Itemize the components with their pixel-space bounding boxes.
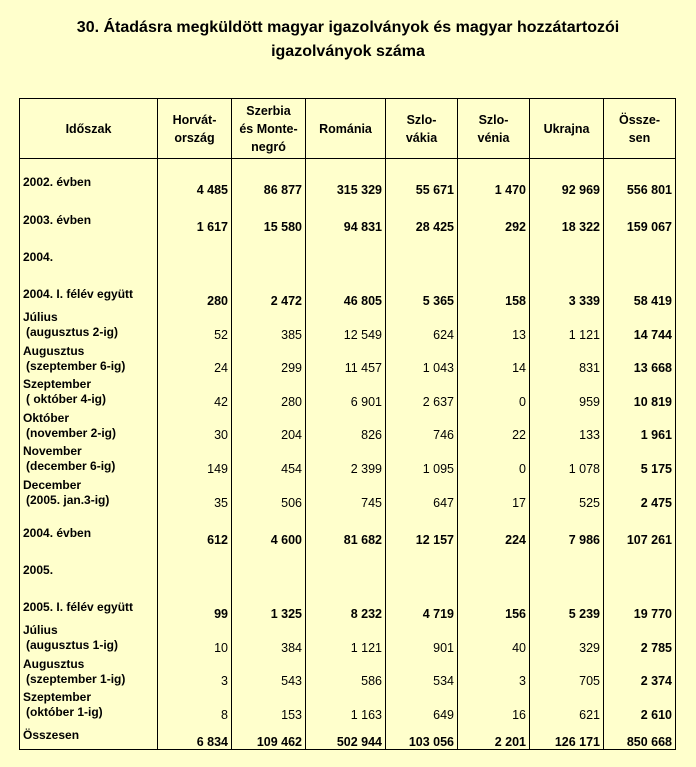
value-cell-sk: 28 425 bbox=[386, 207, 458, 234]
value-cell-hr: 30 bbox=[158, 409, 232, 443]
value-cell-ro: 46 805 bbox=[306, 281, 386, 308]
value-cell-ua: 1 078 bbox=[530, 442, 604, 476]
value-cell-ua: 525 bbox=[530, 476, 604, 510]
spacer-cell bbox=[386, 271, 458, 281]
row-label-line: (szeptember 1-ig) bbox=[26, 671, 126, 686]
spacer-cell bbox=[458, 234, 530, 244]
value-cell-si: 22 bbox=[458, 409, 530, 443]
value-cell-rs: 4 600 bbox=[232, 520, 306, 547]
value-cell-si: 13 bbox=[458, 308, 530, 342]
spacer-cell bbox=[306, 234, 386, 244]
table-title-line-2: igazolványok száma bbox=[271, 43, 425, 60]
value-cell-hr bbox=[158, 557, 232, 583]
spacer-cell bbox=[232, 510, 306, 520]
column-header-line: Horvát- bbox=[172, 112, 217, 127]
value-cell-sum: 2 785 bbox=[604, 621, 676, 655]
value-cell-sk: 103 056 bbox=[386, 722, 458, 750]
value-cell-rs: 204 bbox=[232, 409, 306, 443]
spacer-cell bbox=[458, 271, 530, 281]
value-cell-sk: 12 157 bbox=[386, 520, 458, 547]
table-row bbox=[20, 594, 676, 621]
value-cell-hr: 99 bbox=[158, 594, 232, 621]
spacer-row bbox=[20, 271, 676, 281]
spacer-row bbox=[20, 547, 676, 557]
value-cell-si: 1 470 bbox=[458, 169, 530, 196]
value-cell-hr: 35 bbox=[158, 476, 232, 510]
value-cell-si: 40 bbox=[458, 621, 530, 655]
row-label-line: (2005. jan.3-ig) bbox=[26, 492, 110, 507]
spacer-cell bbox=[458, 510, 530, 520]
value-cell-sk: 624 bbox=[386, 308, 458, 342]
value-cell-hr: 24 bbox=[158, 342, 232, 376]
column-header-line: Ukrajna bbox=[543, 121, 590, 136]
spacer-cell bbox=[604, 547, 676, 557]
row-label-line: 2002. évben bbox=[23, 175, 92, 190]
spacer-cell bbox=[158, 584, 232, 594]
spacer-cell bbox=[306, 197, 386, 207]
spacer-cell bbox=[20, 547, 158, 557]
spacer-cell bbox=[530, 159, 604, 170]
row-label-line: Szeptember bbox=[23, 690, 92, 705]
section-row bbox=[20, 557, 676, 583]
value-cell-rs: 454 bbox=[232, 442, 306, 476]
row-label-line: Július bbox=[23, 623, 58, 638]
row-label-line: Október bbox=[23, 410, 70, 425]
value-cell-sk: 901 bbox=[386, 621, 458, 655]
spacer-cell bbox=[458, 197, 530, 207]
value-cell-sum: 10 819 bbox=[604, 375, 676, 409]
row-label bbox=[20, 722, 158, 750]
value-cell-sum: 2 475 bbox=[604, 476, 676, 510]
value-cell-rs bbox=[232, 557, 306, 583]
column-header-rs bbox=[232, 99, 306, 159]
value-cell-sum: 2 610 bbox=[604, 688, 676, 722]
spacer-cell bbox=[530, 510, 604, 520]
table-row bbox=[20, 722, 676, 750]
spacer-cell bbox=[158, 234, 232, 244]
value-cell-ro: 12 549 bbox=[306, 308, 386, 342]
spacer-cell bbox=[158, 510, 232, 520]
row-label bbox=[20, 594, 158, 621]
header-row bbox=[20, 99, 676, 159]
table-title bbox=[0, 16, 696, 64]
column-header-line: vénia bbox=[477, 130, 510, 145]
spacer-row bbox=[20, 234, 676, 244]
value-cell-si: 224 bbox=[458, 520, 530, 547]
column-header-line: Össze- bbox=[619, 112, 660, 127]
value-cell-sum: 19 770 bbox=[604, 594, 676, 621]
spacer-cell bbox=[386, 159, 458, 170]
row-label-line: Augusztus bbox=[23, 656, 85, 671]
table-row bbox=[20, 520, 676, 547]
row-label bbox=[20, 169, 158, 196]
value-cell-sk: 55 671 bbox=[386, 169, 458, 196]
column-header-line: ország bbox=[174, 130, 215, 145]
column-header-sum bbox=[604, 99, 676, 159]
spacer-cell bbox=[530, 271, 604, 281]
value-cell-ua: 959 bbox=[530, 375, 604, 409]
section-row bbox=[20, 244, 676, 270]
spacer-cell bbox=[158, 197, 232, 207]
value-cell-ua: 126 171 bbox=[530, 722, 604, 750]
data-table bbox=[19, 98, 676, 750]
value-cell-sk: 534 bbox=[386, 655, 458, 689]
value-cell-hr: 3 bbox=[158, 655, 232, 689]
spacer-cell bbox=[306, 510, 386, 520]
value-cell-ro: 2 399 bbox=[306, 442, 386, 476]
value-cell-si: 0 bbox=[458, 375, 530, 409]
value-cell-hr: 280 bbox=[158, 281, 232, 308]
spacer-cell bbox=[232, 584, 306, 594]
value-cell-ro: 11 457 bbox=[306, 342, 386, 376]
spacer-cell bbox=[232, 234, 306, 244]
table-row bbox=[20, 409, 676, 443]
row-label-line: 2003. évben bbox=[23, 212, 92, 227]
column-header-line: vákia bbox=[405, 130, 438, 145]
value-cell-ua: 705 bbox=[530, 655, 604, 689]
value-cell-rs: 86 877 bbox=[232, 169, 306, 196]
table-row bbox=[20, 442, 676, 476]
value-cell-hr: 10 bbox=[158, 621, 232, 655]
value-cell-rs: 385 bbox=[232, 308, 306, 342]
spacer-cell bbox=[232, 197, 306, 207]
spacer-row bbox=[20, 197, 676, 207]
value-cell-ro: 1 121 bbox=[306, 621, 386, 655]
column-header-ro bbox=[306, 99, 386, 159]
row-label bbox=[20, 375, 158, 409]
column-header-line: Időszak bbox=[65, 121, 112, 136]
spacer-cell bbox=[530, 584, 604, 594]
value-cell-si bbox=[458, 557, 530, 583]
column-header-ua bbox=[530, 99, 604, 159]
row-label-line: (december 6-ig) bbox=[26, 459, 116, 474]
value-cell-rs bbox=[232, 244, 306, 270]
spacer-cell bbox=[158, 547, 232, 557]
value-cell-ua: 92 969 bbox=[530, 169, 604, 196]
value-cell-ua: 621 bbox=[530, 688, 604, 722]
spacer-cell bbox=[530, 197, 604, 207]
row-label-line: (november 2-ig) bbox=[26, 425, 117, 440]
value-cell-ro: 826 bbox=[306, 409, 386, 443]
spacer-cell bbox=[386, 197, 458, 207]
table-row bbox=[20, 655, 676, 689]
row-label-line: Szeptember bbox=[23, 377, 92, 392]
value-cell-si bbox=[458, 244, 530, 270]
table-row bbox=[20, 476, 676, 510]
spacer-cell bbox=[20, 510, 158, 520]
value-cell-sum: 2 374 bbox=[604, 655, 676, 689]
row-label-line: (szeptember 6-ig) bbox=[26, 358, 126, 373]
spacer-cell bbox=[306, 584, 386, 594]
spacer-row bbox=[20, 159, 676, 170]
spacer-cell bbox=[232, 547, 306, 557]
table-body bbox=[20, 159, 676, 750]
value-cell-sum: 5 175 bbox=[604, 442, 676, 476]
value-cell-sk: 649 bbox=[386, 688, 458, 722]
row-label-line: Összesen bbox=[23, 727, 80, 742]
spacer-cell bbox=[158, 271, 232, 281]
row-label-line: 2004. bbox=[23, 250, 54, 265]
value-cell-sum: 556 801 bbox=[604, 169, 676, 196]
spacer-cell bbox=[386, 584, 458, 594]
row-label-line: 2004. évben bbox=[23, 525, 92, 540]
column-header-line: Szerbia bbox=[246, 103, 291, 118]
value-cell-ua: 831 bbox=[530, 342, 604, 376]
value-cell-rs: 299 bbox=[232, 342, 306, 376]
value-cell-si: 292 bbox=[458, 207, 530, 234]
value-cell-sum: 13 668 bbox=[604, 342, 676, 376]
spacer-cell bbox=[306, 271, 386, 281]
spacer-cell bbox=[604, 584, 676, 594]
spacer-cell bbox=[604, 510, 676, 520]
row-label-line: (augusztus 2-ig) bbox=[26, 325, 118, 340]
column-header-line: negró bbox=[251, 139, 286, 154]
value-cell-sum: 107 261 bbox=[604, 520, 676, 547]
column-header-line: Szlo- bbox=[406, 112, 437, 127]
spacer-cell bbox=[20, 584, 158, 594]
value-cell-ro: 745 bbox=[306, 476, 386, 510]
spacer-row bbox=[20, 510, 676, 520]
row-label-line: Július bbox=[23, 310, 58, 325]
row-label bbox=[20, 520, 158, 547]
value-cell-si: 14 bbox=[458, 342, 530, 376]
spacer-cell bbox=[530, 547, 604, 557]
value-cell-sk bbox=[386, 557, 458, 583]
spacer-cell bbox=[386, 234, 458, 244]
column-header-si bbox=[458, 99, 530, 159]
value-cell-si: 0 bbox=[458, 442, 530, 476]
column-header-hr bbox=[158, 99, 232, 159]
value-cell-rs: 2 472 bbox=[232, 281, 306, 308]
row-label-line: December bbox=[23, 477, 82, 492]
spacer-cell bbox=[232, 159, 306, 170]
value-cell-hr bbox=[158, 244, 232, 270]
value-cell-rs: 15 580 bbox=[232, 207, 306, 234]
value-cell-ua: 329 bbox=[530, 621, 604, 655]
value-cell-si: 3 bbox=[458, 655, 530, 689]
value-cell-hr: 8 bbox=[158, 688, 232, 722]
row-label bbox=[20, 409, 158, 443]
value-cell-hr: 6 834 bbox=[158, 722, 232, 750]
row-label-line: ( október 4-ig) bbox=[26, 392, 106, 407]
value-cell-ua: 5 239 bbox=[530, 594, 604, 621]
column-header-line: Szlo- bbox=[478, 112, 509, 127]
column-header-period bbox=[20, 99, 158, 159]
value-cell-hr: 52 bbox=[158, 308, 232, 342]
value-cell-ro: 586 bbox=[306, 655, 386, 689]
value-cell-sk: 2 637 bbox=[386, 375, 458, 409]
row-label bbox=[20, 557, 158, 583]
value-cell-ro: 315 329 bbox=[306, 169, 386, 196]
value-cell-ro: 502 944 bbox=[306, 722, 386, 750]
spacer-cell bbox=[604, 271, 676, 281]
value-cell-rs: 280 bbox=[232, 375, 306, 409]
value-cell-sum: 159 067 bbox=[604, 207, 676, 234]
row-label bbox=[20, 342, 158, 376]
value-cell-sum: 850 668 bbox=[604, 722, 676, 750]
column-header-line: sen bbox=[628, 130, 651, 145]
value-cell-rs: 1 325 bbox=[232, 594, 306, 621]
value-cell-si: 156 bbox=[458, 594, 530, 621]
row-label-line: November bbox=[23, 444, 82, 459]
spacer-cell bbox=[604, 234, 676, 244]
value-cell-ro: 81 682 bbox=[306, 520, 386, 547]
value-cell-sum: 14 744 bbox=[604, 308, 676, 342]
value-cell-rs: 153 bbox=[232, 688, 306, 722]
value-cell-ua: 18 322 bbox=[530, 207, 604, 234]
column-header-line: Románia bbox=[319, 121, 372, 136]
value-cell-ro: 94 831 bbox=[306, 207, 386, 234]
table-row bbox=[20, 688, 676, 722]
value-cell-sum bbox=[604, 557, 676, 583]
table-row bbox=[20, 207, 676, 234]
value-cell-hr: 1 617 bbox=[158, 207, 232, 234]
spacer-cell bbox=[458, 584, 530, 594]
value-cell-ua bbox=[530, 557, 604, 583]
value-cell-sk: 647 bbox=[386, 476, 458, 510]
spacer-cell bbox=[20, 271, 158, 281]
spacer-cell bbox=[20, 197, 158, 207]
table-row bbox=[20, 621, 676, 655]
value-cell-rs: 543 bbox=[232, 655, 306, 689]
value-cell-si: 16 bbox=[458, 688, 530, 722]
value-cell-sum bbox=[604, 244, 676, 270]
value-cell-rs: 109 462 bbox=[232, 722, 306, 750]
value-cell-ua: 7 986 bbox=[530, 520, 604, 547]
value-cell-hr: 4 485 bbox=[158, 169, 232, 196]
table-row bbox=[20, 308, 676, 342]
row-label bbox=[20, 244, 158, 270]
value-cell-si: 2 201 bbox=[458, 722, 530, 750]
row-label bbox=[20, 476, 158, 510]
row-label-line: (augusztus 1-ig) bbox=[26, 638, 118, 653]
spacer-cell bbox=[306, 547, 386, 557]
table-title-line-1: 30. Átadásra megküldött magyar igazolványok és magyar hozzátartozói bbox=[76, 19, 620, 36]
value-cell-hr: 42 bbox=[158, 375, 232, 409]
spacer-cell bbox=[458, 547, 530, 557]
spacer-cell bbox=[386, 547, 458, 557]
value-cell-sum: 1 961 bbox=[604, 409, 676, 443]
spacer-cell bbox=[604, 197, 676, 207]
row-label-line: 2004. I. félév együtt bbox=[23, 287, 134, 302]
value-cell-hr: 612 bbox=[158, 520, 232, 547]
value-cell-sk: 746 bbox=[386, 409, 458, 443]
row-label bbox=[20, 281, 158, 308]
row-label bbox=[20, 308, 158, 342]
value-cell-sk: 5 365 bbox=[386, 281, 458, 308]
spacer-cell bbox=[458, 159, 530, 170]
row-label-line: Augusztus bbox=[23, 343, 85, 358]
value-cell-sum: 58 419 bbox=[604, 281, 676, 308]
value-cell-sk: 4 719 bbox=[386, 594, 458, 621]
value-cell-ro bbox=[306, 244, 386, 270]
value-cell-ro bbox=[306, 557, 386, 583]
value-cell-ro: 1 163 bbox=[306, 688, 386, 722]
row-label-line: 2005. I. félév együtt bbox=[23, 600, 134, 615]
value-cell-ua bbox=[530, 244, 604, 270]
table-row bbox=[20, 375, 676, 409]
value-cell-si: 17 bbox=[458, 476, 530, 510]
value-cell-sk: 1 043 bbox=[386, 342, 458, 376]
row-label bbox=[20, 688, 158, 722]
table-row bbox=[20, 169, 676, 196]
value-cell-sk: 1 095 bbox=[386, 442, 458, 476]
value-cell-ua: 3 339 bbox=[530, 281, 604, 308]
column-header-sk bbox=[386, 99, 458, 159]
spacer-cell bbox=[386, 510, 458, 520]
row-label-line: 2005. bbox=[23, 563, 54, 577]
table-row bbox=[20, 342, 676, 376]
column-header-line: és Monte- bbox=[239, 121, 298, 136]
value-cell-ua: 133 bbox=[530, 409, 604, 443]
spacer-row bbox=[20, 584, 676, 594]
row-label bbox=[20, 621, 158, 655]
spacer-cell bbox=[530, 234, 604, 244]
value-cell-sk bbox=[386, 244, 458, 270]
value-cell-rs: 506 bbox=[232, 476, 306, 510]
value-cell-ro: 8 232 bbox=[306, 594, 386, 621]
value-cell-ro: 6 901 bbox=[306, 375, 386, 409]
table-row bbox=[20, 281, 676, 308]
value-cell-si: 158 bbox=[458, 281, 530, 308]
row-label-line: (október 1-ig) bbox=[26, 705, 103, 720]
value-cell-hr: 149 bbox=[158, 442, 232, 476]
spacer-cell bbox=[232, 271, 306, 281]
spacer-cell bbox=[20, 234, 158, 244]
row-label bbox=[20, 442, 158, 476]
row-label bbox=[20, 655, 158, 689]
value-cell-rs: 384 bbox=[232, 621, 306, 655]
value-cell-ua: 1 121 bbox=[530, 308, 604, 342]
row-label bbox=[20, 207, 158, 234]
spacer-cell bbox=[20, 159, 158, 170]
spacer-cell bbox=[306, 159, 386, 170]
spacer-cell bbox=[604, 159, 676, 170]
spacer-cell bbox=[158, 159, 232, 170]
